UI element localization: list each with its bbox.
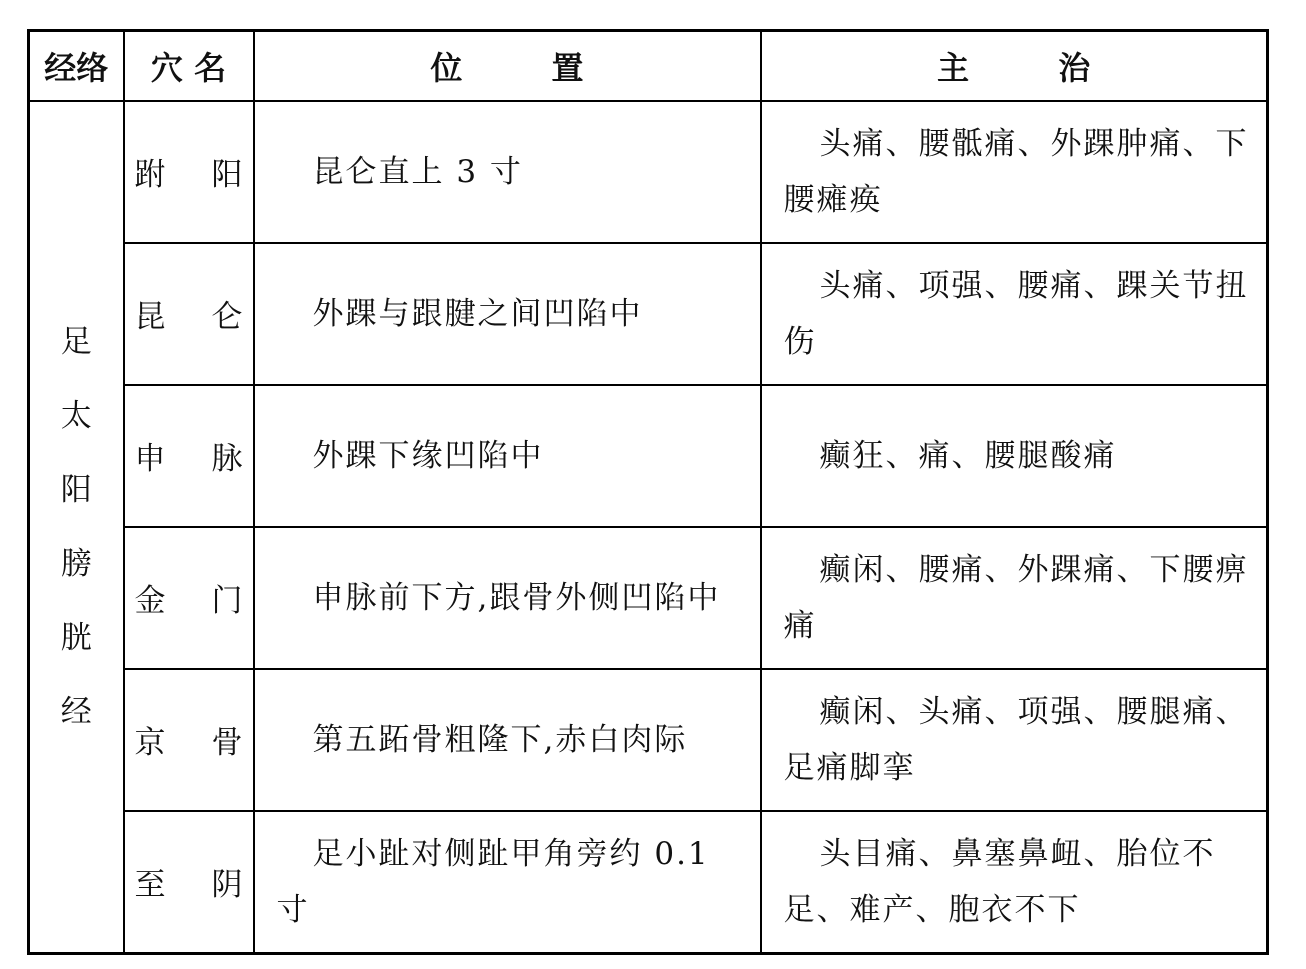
acupoint-location: 外踝下缘凹陷中 <box>254 385 761 527</box>
header-row <box>29 31 1268 101</box>
table-row <box>29 811 1268 954</box>
acupoint-table <box>27 29 1269 955</box>
acupoint-location: 足小趾对侧趾甲角旁约 0.1 寸 <box>254 811 761 954</box>
acupoint-indication: 头痛、项强、腰痛、踝关节扭伤 <box>761 243 1268 385</box>
acupoint-indication: 癫狂、痛、腰腿酸痛 <box>761 385 1268 527</box>
table-row <box>29 527 1268 669</box>
acupoint-name: 至 阴 <box>124 811 254 954</box>
table-row <box>29 385 1268 527</box>
acupoint-indication: 癫闲、头痛、项强、腰腿痛、足痛脚挛 <box>761 669 1268 811</box>
acupoint-location: 第五跖骨粗隆下,赤白肉际 <box>254 669 761 811</box>
meridian-cell <box>29 101 124 954</box>
table-row <box>29 669 1268 811</box>
acupoint-name: 京 骨 <box>124 669 254 811</box>
meridian-label: 足太阳膀胱经 <box>60 323 92 730</box>
header-indication: 主 治 <box>761 31 1268 101</box>
acupoint-name: 申 脉 <box>124 385 254 527</box>
header-location: 位 置 <box>254 31 761 101</box>
acupoint-location: 申脉前下方,跟骨外侧凹陷中 <box>254 527 761 669</box>
acupoint-indication: 头目痛、鼻塞鼻衄、胎位不足、难产、胞衣不下 <box>761 811 1268 954</box>
acupoint-name: 跗 阳 <box>124 101 254 243</box>
acupoint-name: 昆 仑 <box>124 243 254 385</box>
acupoint-indication: 头痛、腰骶痛、外踝肿痛、下腰瘫痪 <box>761 101 1268 243</box>
header-name: 穴 名 <box>124 31 254 101</box>
acupoint-location: 外踝与跟腱之间凹陷中 <box>254 243 761 385</box>
acupoint-location: 昆仑直上 3 寸 <box>254 101 761 243</box>
table-row <box>29 243 1268 385</box>
table-row <box>29 101 1268 243</box>
acupoint-indication: 癫闲、腰痛、外踝痛、下腰痹痛 <box>761 527 1268 669</box>
acupoint-name: 金 门 <box>124 527 254 669</box>
header-meridian: 经络 <box>29 31 124 101</box>
